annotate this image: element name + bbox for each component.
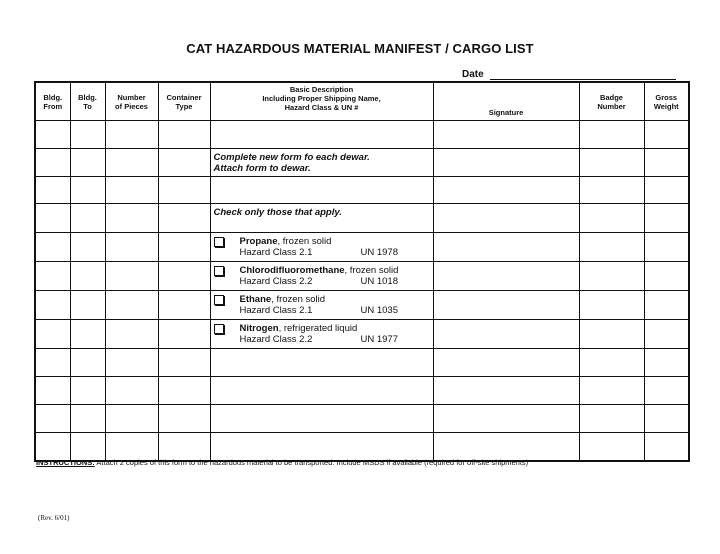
table-row[interactable] <box>35 377 689 405</box>
material-ethane: Ethane, frozen solid Hazard Class 2.1 UN 1035 <box>211 291 433 305</box>
table-row[interactable] <box>35 262 689 291</box>
manifest-table <box>34 81 690 462</box>
checkbox-ethane[interactable] <box>214 295 224 305</box>
material-nitrogen: Nitrogen, refrigerated liquid Hazard Class 2.2 UN 1977 <box>211 320 433 334</box>
check-note: Check only those that apply. <box>213 207 342 218</box>
col-number-of-pieces: Number of Pieces <box>105 82 158 121</box>
header-row <box>35 82 689 121</box>
col-bldg-from: Bldg. From <box>35 82 70 121</box>
material-chlorodifluoromethane: Chlorodifluoromethane, frozen solid Hazard Class 2.2 UN 1018 <box>211 262 433 276</box>
col-container-type: Container Type <box>158 82 210 121</box>
col-basic-description: Basic Description Including Proper Shipping Name, Hazard Class & UN # <box>210 82 433 121</box>
date-field[interactable] <box>490 79 676 80</box>
dewar-note: Complete new form fo each dewar. Attach form to dewar. <box>213 152 370 174</box>
table-row[interactable] <box>35 177 689 204</box>
table-row[interactable] <box>35 405 689 433</box>
col-gross-weight: Gross Weight <box>644 82 689 121</box>
table-row[interactable] <box>35 291 689 320</box>
revision-label: (Rev. 6/01) <box>38 514 70 522</box>
table-row[interactable] <box>35 149 689 177</box>
table-row[interactable] <box>35 320 689 349</box>
table-row[interactable] <box>35 349 689 377</box>
material-propane: Propane, frozen solid Hazard Class 2.1 UN 1978 <box>211 233 433 247</box>
table-row[interactable] <box>35 433 689 461</box>
table-row[interactable] <box>35 204 689 233</box>
checkbox-nitrogen[interactable] <box>214 324 224 334</box>
col-signature: Signature <box>433 82 579 121</box>
instructions: INSTRUCTIONS: Attach 2 copies of this form to the hazardous material to be transported. Include MSDS if available (required for off-site shipments) <box>36 458 529 467</box>
checkbox-propane[interactable] <box>214 237 224 247</box>
checkbox-chlorodifluoromethane[interactable] <box>214 266 224 276</box>
table-row[interactable] <box>35 233 689 262</box>
form-title: CAT HAZARDOUS MATERIAL MANIFEST / CARGO LIST <box>186 41 534 56</box>
table-row[interactable] <box>35 121 689 149</box>
col-bldg-to: Bldg. To <box>70 82 105 121</box>
col-badge-number: Badge Number <box>579 82 644 121</box>
date-label: Date <box>462 69 484 80</box>
